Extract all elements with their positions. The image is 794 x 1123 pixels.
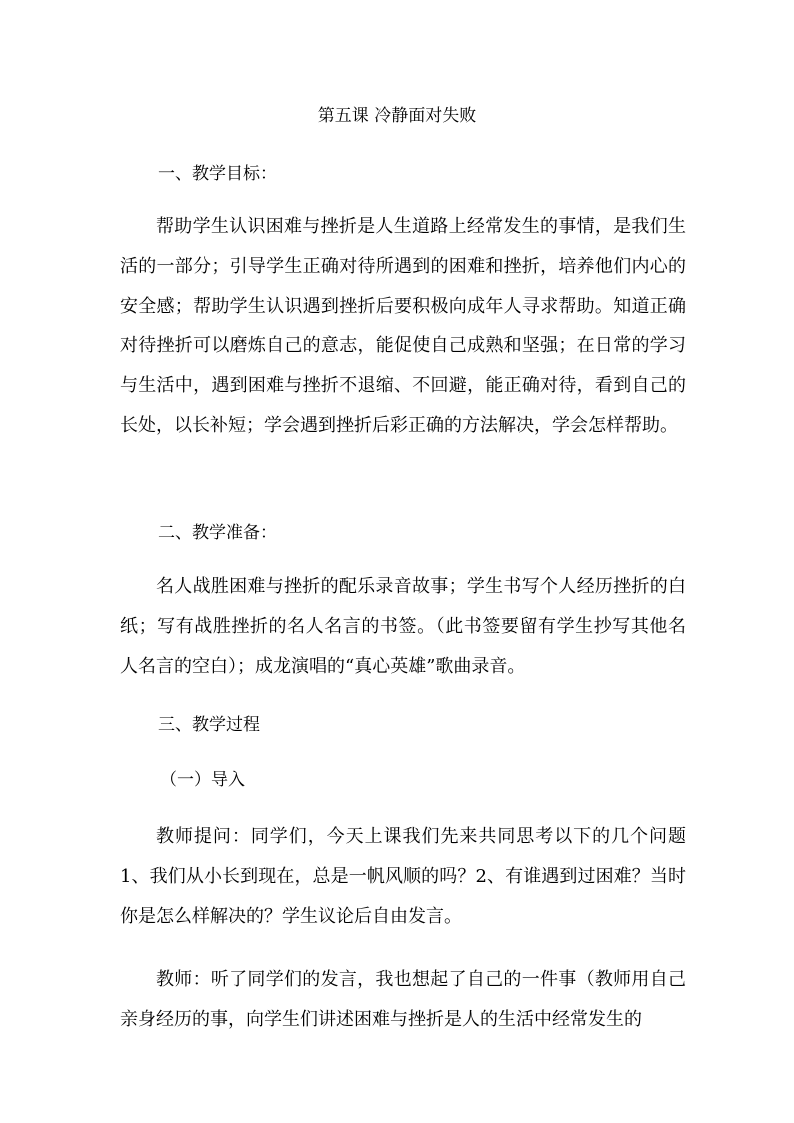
paragraph-preparation: 名人战胜困难与挫折的配乐录音故事；学生书写个人经历挫折的白纸；写有战胜挫折的名人名言的书签。（此书签要留有学生抄写其他名人名言的空白）；成龙演唱的“真心英雄”歌曲录音。: [120, 576, 686, 677]
section-heading-process: 三、教学过程: [158, 715, 260, 735]
subsection-heading-intro: （一）导入: [160, 770, 245, 790]
paragraph-intro-question: 教师提问：同学们，今天上课我们先来共同思考以下的几个问题1、我们从小长到现在，总是一帆风顺的吗？2、有谁遇到过困难？当时你是怎么样解决的？学生议论后自由发言。: [120, 826, 686, 927]
paragraph-teacher-story: 教师：听了同学们的发言，我也想起了自己的一件事（教师用自己亲身经历的事，向学生们讲述困难与挫折是人的生活中经常发生的: [120, 969, 686, 1030]
section-heading-objectives: 一、教学目标：: [158, 164, 277, 184]
section-heading-preparation: 二、教学准备：: [158, 523, 277, 543]
paragraph-objectives: 帮助学生认识困难与挫折是人生道路上经常发生的事情，是我们生活的一部分；引导学生正确对待所遇到的困难和挫折，培养他们内心的安全感；帮助学生认识遇到挫折后要积极向成年人寻求帮助。知道正确对待挫折可以磨炼自己的意志，能促使自己成熟和坚强；在日常的学习与生活中，遇到困难与挫折不退缩、不回避，能正确对待，看到自己的长处，以长补短；学会遇到挫折后彩正确的方法解决，学会怎样帮助。: [120, 216, 686, 436]
document-title: 第五课 冷静面对失败: [317, 106, 477, 126]
